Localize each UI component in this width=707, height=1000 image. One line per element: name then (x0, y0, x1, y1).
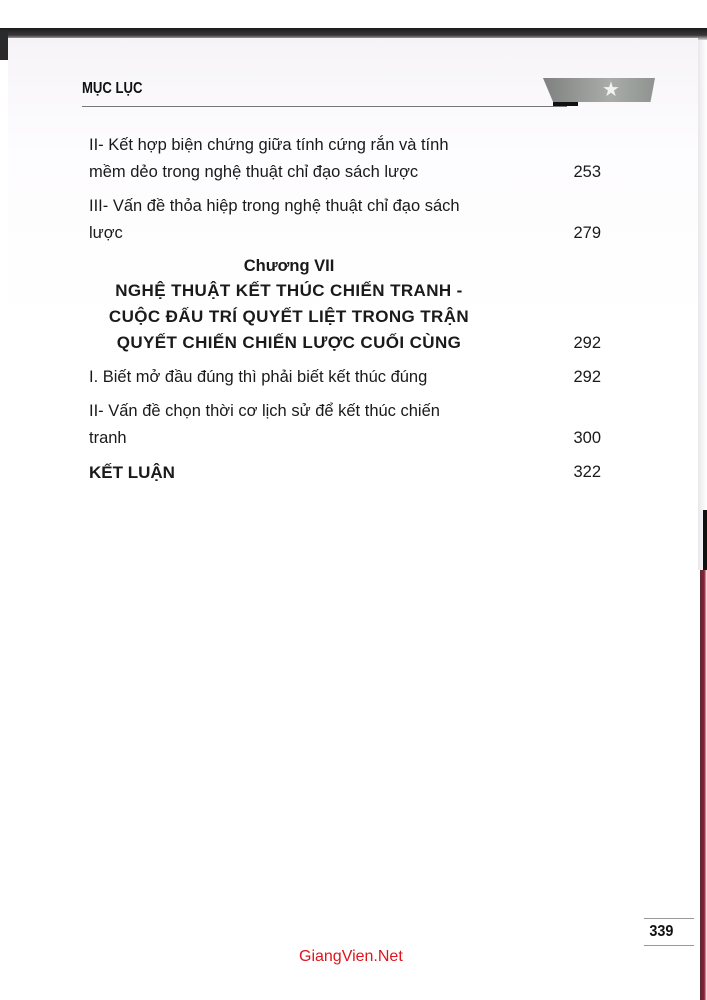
toc-entry-text: mềm dẻo trong nghệ thuật chỉ đạo sách lược (89, 163, 419, 181)
page-number: 339 (649, 923, 674, 940)
page-number-box (644, 918, 694, 946)
table-of-contents (89, 132, 601, 493)
watermark-link[interactable]: GiangVien.Net (299, 948, 403, 965)
toc-page-number: 322 (573, 463, 601, 481)
toc-entry-text: I. Biết mở đầu đúng thì phải biết kết thúc đúng (89, 368, 428, 386)
chapter-title-line: QUYẾT CHIẾN CHIẾN LƯỢC CUỐI CÙNG (116, 333, 462, 352)
toc-entry-text: III- Vấn đề thỏa hiệp trong nghệ thuật chỉ đạo sách (89, 197, 460, 215)
chapter-title-line: NGHỆ THUẬT KẾT THÚC CHIẾN TRANH - (115, 281, 463, 300)
toc-entry[interactable] (89, 132, 601, 186)
toc-entry-text: KẾT LUẬN (89, 463, 175, 482)
toc-entry[interactable] (89, 193, 601, 247)
toc-page-number: 253 (573, 163, 601, 181)
toc-page-number: 292 (573, 334, 601, 352)
page-right-edge (698, 40, 707, 570)
toc-entry-text: tranh (89, 429, 127, 447)
book-cover-edge (700, 570, 707, 1000)
toc-page-number: 279 (573, 224, 601, 242)
chapter-title-line: CUỘC ĐẤU TRÍ QUYẾT LIỆT TRONG TRẬN (108, 307, 470, 326)
toc-chapter-heading[interactable] (89, 254, 601, 356)
star-icon: ★ (602, 79, 620, 101)
toc-entry-text: II- Vấn đề chọn thời cơ lịch sử để kết thúc chiến (89, 402, 440, 420)
toc-entry-text: lược (89, 224, 123, 242)
scan-left-edge (0, 30, 8, 60)
toc-page-number: 292 (573, 368, 601, 386)
toc-entry-text: II- Kết hợp biện chứng giữa tính cứng rắn và tính (89, 136, 449, 154)
header-badge-bar (553, 102, 578, 106)
header-badge (543, 78, 655, 102)
toc-entry[interactable] (89, 364, 601, 391)
running-header (82, 80, 552, 98)
page-number-rule-bottom (644, 945, 694, 946)
toc-entry[interactable] (89, 398, 601, 452)
header-rule (82, 106, 567, 107)
toc-page-number: 300 (573, 429, 601, 447)
chapter-label: Chương VII (243, 257, 335, 275)
header-title: MỤC LỤC (82, 80, 143, 97)
toc-entry-conclusion[interactable] (89, 459, 601, 486)
